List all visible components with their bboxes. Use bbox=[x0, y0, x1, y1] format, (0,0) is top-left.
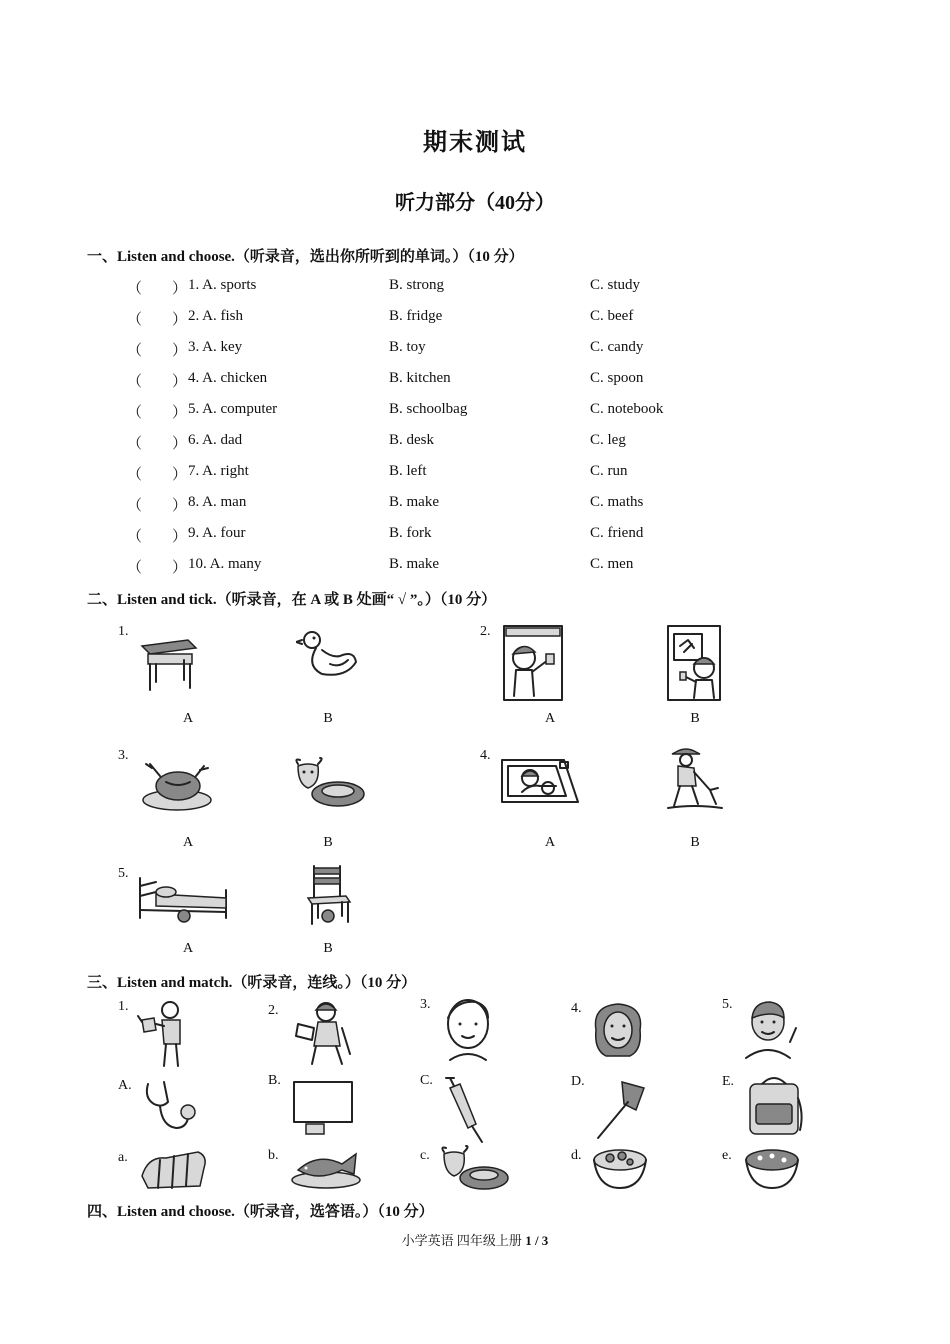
page-title: 期末测试 bbox=[423, 130, 527, 156]
page-footer bbox=[0, 1230, 950, 1249]
footer-text: 小学英语 四年级上册 bbox=[401, 1233, 526, 1248]
option-c: C. notebook bbox=[590, 401, 664, 417]
object-letter: D. bbox=[571, 1074, 585, 1089]
question-row bbox=[0, 370, 950, 392]
option-a: 9. A. four bbox=[188, 525, 246, 541]
person-number: 3. bbox=[420, 997, 431, 1012]
option-c: C. study bbox=[590, 277, 641, 293]
answer-paren-right: ） bbox=[172, 529, 188, 545]
food-letter: c. bbox=[420, 1148, 430, 1163]
object-letter: A. bbox=[118, 1078, 132, 1093]
option-b: B. strong bbox=[389, 277, 445, 293]
option-a: 5. A. computer bbox=[188, 401, 278, 417]
fish-dish-picture bbox=[288, 1144, 366, 1192]
question-row bbox=[0, 494, 950, 516]
object-letter: E. bbox=[722, 1074, 735, 1089]
answer-paren-right: ） bbox=[172, 405, 188, 421]
vegetable-bowl-picture bbox=[590, 1144, 650, 1192]
option-b: B. desk bbox=[389, 432, 434, 448]
question-row bbox=[0, 401, 950, 423]
option-a-label: A bbox=[544, 711, 556, 726]
question-row bbox=[0, 463, 950, 485]
answer-paren-right: ） bbox=[172, 467, 188, 483]
option-b: B. kitchen bbox=[389, 370, 451, 386]
option-c: C. candy bbox=[590, 339, 644, 355]
option-c: C. spoon bbox=[590, 370, 644, 386]
item-number: 3. bbox=[118, 748, 129, 763]
woman-reading-picture bbox=[286, 998, 360, 1066]
boy-waving-picture bbox=[742, 998, 802, 1060]
option-b: B. make bbox=[389, 556, 439, 572]
schoolbag-picture bbox=[742, 1074, 806, 1140]
answer-paren-left: （ bbox=[127, 467, 143, 483]
young-man-picture bbox=[440, 996, 496, 1062]
answer-paren-right: ） bbox=[172, 436, 188, 452]
option-b-label: B bbox=[323, 835, 333, 850]
question-row bbox=[0, 308, 950, 330]
food-letter: a. bbox=[118, 1150, 128, 1165]
option-a: 7. A. right bbox=[188, 463, 249, 479]
man-watering-picture bbox=[136, 998, 192, 1068]
option-b: B. fridge bbox=[389, 308, 443, 324]
boy-by-door-picture bbox=[666, 624, 724, 702]
stethoscope-picture bbox=[140, 1078, 200, 1138]
section2-heading: 二、Listen and tick.（听录音，在 A 或 B 处画“ √ ”。）（10 分） bbox=[87, 592, 497, 608]
item-number: 2. bbox=[480, 624, 491, 639]
question-row bbox=[0, 525, 950, 547]
section1-heading: 一、Listen and choose.（听录音，选出你所听到的单词。）（10 分） bbox=[87, 249, 524, 265]
page-number: 1 / 3 bbox=[525, 1233, 549, 1248]
duck-picture bbox=[296, 628, 362, 684]
option-b-label: B bbox=[690, 711, 700, 726]
person-number: 4. bbox=[571, 1001, 582, 1016]
desk-picture bbox=[138, 622, 200, 694]
option-a: 1. A. sports bbox=[188, 277, 257, 293]
option-c: C. leg bbox=[590, 432, 626, 448]
question-row bbox=[0, 277, 950, 299]
answer-paren-right: ） bbox=[172, 498, 188, 514]
item-number: 1. bbox=[118, 624, 129, 639]
boy-at-light-switch-picture bbox=[502, 624, 564, 702]
option-b: B. toy bbox=[389, 339, 426, 355]
bread-picture bbox=[138, 1146, 210, 1192]
roast-chicken-picture bbox=[140, 758, 214, 812]
beef-dish-picture bbox=[436, 1144, 512, 1194]
man-driving-car-picture bbox=[500, 756, 582, 812]
food-letter: b. bbox=[268, 1148, 279, 1163]
food-letter: d. bbox=[571, 1148, 582, 1163]
option-a-label: A bbox=[544, 835, 556, 850]
section4-heading: 四、Listen and choose.（听录音，选答语。）（10 分） bbox=[87, 1204, 434, 1220]
question-row bbox=[0, 432, 950, 454]
option-a: 4. A. chicken bbox=[188, 370, 268, 386]
option-c: C. maths bbox=[590, 494, 644, 510]
option-a: 3. A. key bbox=[188, 339, 243, 355]
option-b: B. left bbox=[389, 463, 427, 479]
hoe-tool-picture bbox=[592, 1078, 652, 1142]
chair-picture bbox=[304, 864, 354, 926]
page-subtitle: 听力部分（40分） bbox=[395, 192, 555, 214]
answer-paren-left: （ bbox=[127, 436, 143, 452]
answer-paren-left: （ bbox=[127, 529, 143, 545]
section3-heading: 三、Listen and match.（听录音，连线。）（10 分） bbox=[87, 975, 417, 991]
option-b: B. make bbox=[389, 494, 439, 510]
option-c: C. friend bbox=[590, 525, 644, 541]
person-number: 2. bbox=[268, 1003, 279, 1018]
answer-paren-right: ） bbox=[172, 281, 188, 297]
option-b-label: B bbox=[690, 835, 700, 850]
blackboard-picture bbox=[290, 1078, 356, 1138]
food-letter: e. bbox=[722, 1148, 732, 1163]
answer-paren-right: ） bbox=[172, 560, 188, 576]
question-row bbox=[0, 556, 950, 578]
option-c: C. men bbox=[590, 556, 634, 572]
option-b-label: B bbox=[323, 711, 333, 726]
option-b: B. fork bbox=[389, 525, 432, 541]
answer-paren-right: ） bbox=[172, 343, 188, 359]
option-a: 2. A. fish bbox=[188, 308, 244, 324]
option-a: 8. A. man bbox=[188, 494, 247, 510]
answer-paren-left: （ bbox=[127, 560, 143, 576]
option-c: C. beef bbox=[590, 308, 634, 324]
salad-bowl-picture bbox=[742, 1144, 802, 1192]
woman-curly-hair-picture bbox=[590, 1000, 646, 1060]
question-row bbox=[0, 339, 950, 361]
option-a-label: A bbox=[182, 835, 194, 850]
option-a: 6. A. dad bbox=[188, 432, 243, 448]
option-c: C. run bbox=[590, 463, 628, 479]
person-number: 5. bbox=[722, 997, 733, 1012]
object-letter: C. bbox=[420, 1073, 433, 1088]
answer-paren-left: （ bbox=[127, 312, 143, 328]
answer-paren-left: （ bbox=[127, 405, 143, 421]
option-a-label: A bbox=[182, 941, 194, 956]
option-a: 10. A. many bbox=[188, 556, 262, 572]
option-b-label: B bbox=[323, 941, 333, 956]
object-letter: B. bbox=[268, 1073, 281, 1088]
option-b: B. schoolbag bbox=[389, 401, 468, 417]
beef-picture bbox=[290, 756, 368, 812]
item-number: 5. bbox=[118, 866, 129, 881]
item-number: 4. bbox=[480, 748, 491, 763]
answer-paren-right: ） bbox=[172, 312, 188, 328]
answer-paren-left: （ bbox=[127, 498, 143, 514]
answer-paren-left: （ bbox=[127, 343, 143, 359]
answer-paren-right: ） bbox=[172, 374, 188, 390]
answer-paren-left: （ bbox=[127, 374, 143, 390]
option-a-label: A bbox=[182, 711, 194, 726]
answer-paren-left: （ bbox=[127, 281, 143, 297]
bed-picture bbox=[136, 872, 230, 926]
person-number: 1. bbox=[118, 999, 129, 1014]
syringe-picture bbox=[440, 1074, 486, 1144]
farmer-digging-picture bbox=[664, 746, 726, 812]
